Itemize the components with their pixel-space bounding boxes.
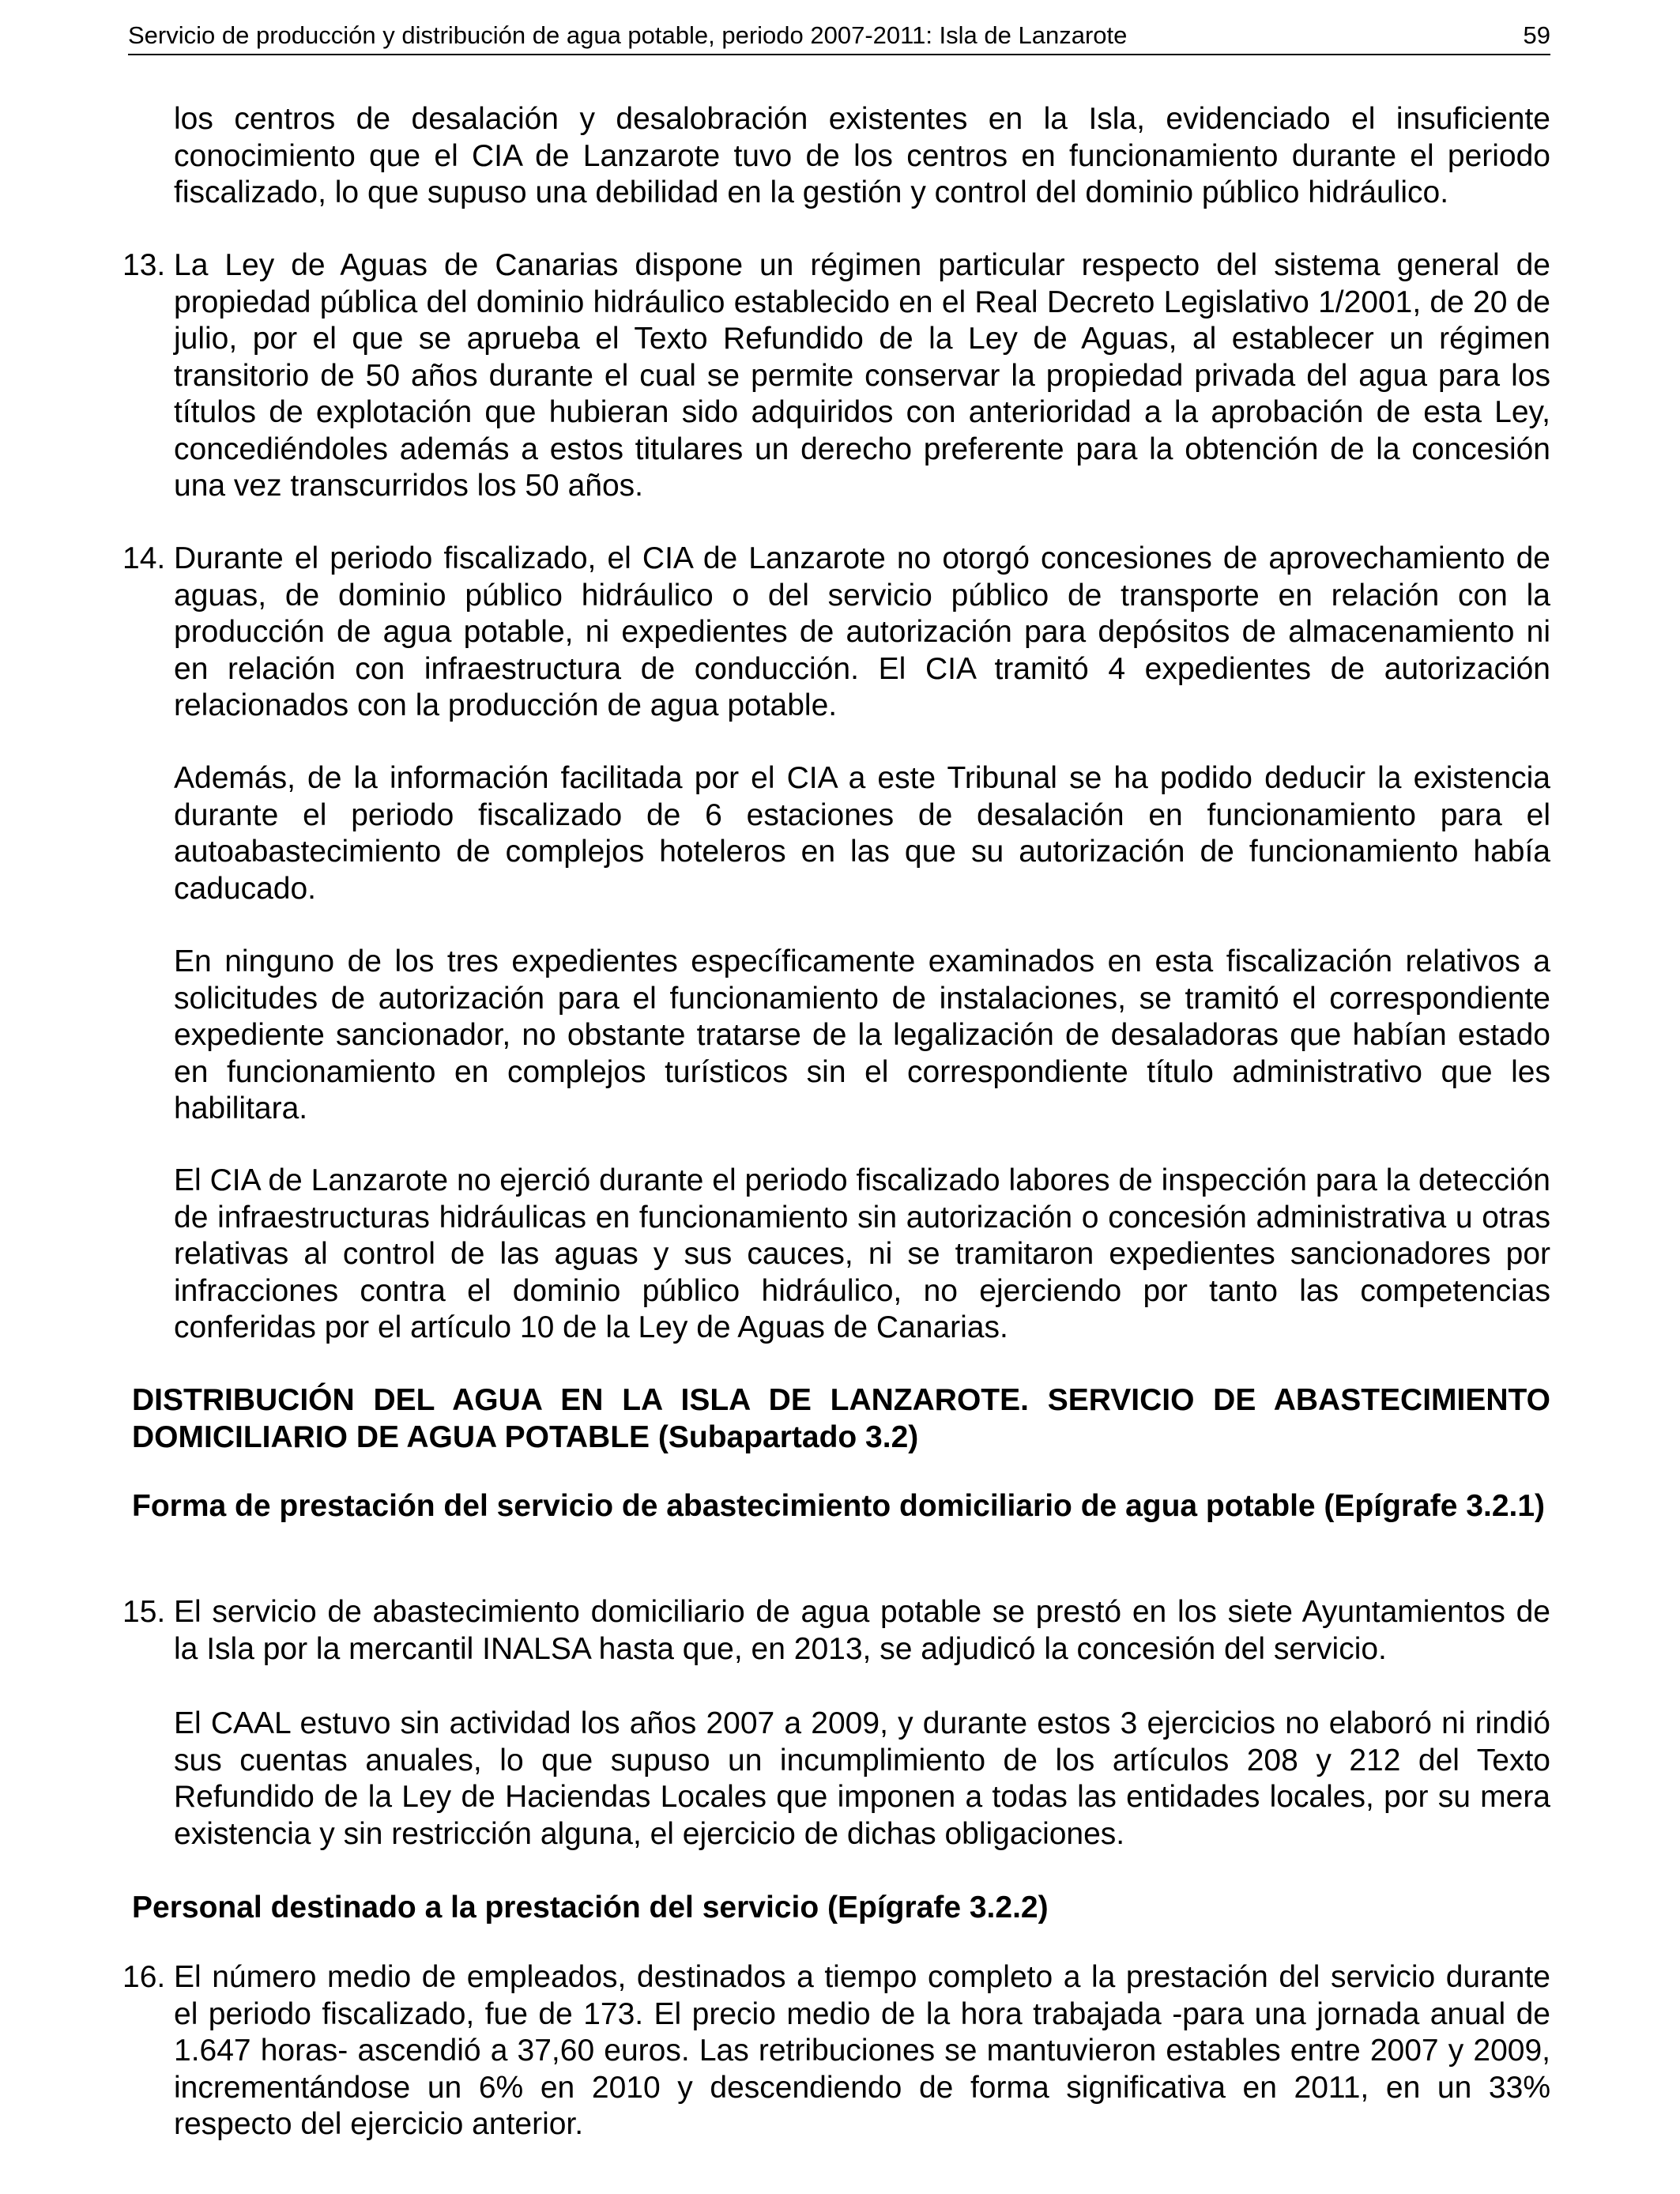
paragraph-15-part-2: El CAAL estuvo sin actividad los años 2007 a 2009, y durante estos 3 ejercicios no elaboró ni rindió sus cuentas anuales, lo que supuso un incumplimiento de los artículos 208 y 212 del Texto Refundido de la Ley de Haciendas Locales que imponen a todas las entidades locales, por su mera existencia y sin restricción alguna, el ejercicio de dichas obligaciones. [174,1706,1550,1851]
paragraph-15 [122,1594,1550,1668]
paragraph-13 [122,247,1550,505]
running-header [128,17,1550,55]
header-title: Servicio de producción y distribución de agua potable, periodo 2007-2011: Isla de Lanzarote [128,21,1128,49]
paragraph-text: La Ley de Aguas de Canarias dispone un régimen particular respecto del sistema general de propiedad pública del dominio hidráulico establecido en el Real Decreto Legislativo 1/2001, de 20 de julio, por el que se aprueba el Texto Refundido de la Ley de Aguas, al establecer un régimen transitorio de 50 años durante el cual se permite conservar la propiedad privada del agua para los títulos de explotación que hubieran sido adquiridos con anterioridad a la aprobación de esta Ley, concediéndoles además a estos titulares un derecho preferente para la obtención de la concesión una vez transcurridos los 50 años. [174,248,1550,503]
paragraph-text: Durante el periodo fiscalizado, el CIA de Lanzarote no otorgó concesiones de aprovechamiento de aguas, de dominio público hidráulico o del servicio público de transporte en relación con la producción de agua potable, ni expedientes de autorización para depósitos de almacenamiento ni en relación con infraestructura de conducción. El CIA tramitó 4 expedientes de autorización relacionados con la producción de agua potable. [174,541,1550,722]
paragraph-text: El número medio de empleados, destinados a tiempo completo a la prestación del servicio durante el periodo fiscalizado, fue de 173. El precio medio de la hora trabajada -para una jornada anual de 1.647 horas- ascendió a 37,60 euros. Las retribuciones se mantuvieron estables entre 2007 y 2009, incrementándose un 6% en 2010 y descendiendo de forma significativa en 2011, en un 33% respecto del ejercicio anterior. [174,1960,1550,2141]
paragraph-number: 15. [122,1595,166,1629]
paragraph-text: El servicio de abastecimiento domiciliario de agua potable se prestó en los siete Ayuntamientos de la Isla por la mercantil INALSA hasta que, en 2013, se adjudicó la concesión del servicio. [174,1595,1550,1666]
paragraph-14-part-3: En ninguno de los tres expedientes específicamente examinados en esta fiscalización relativos a solicitudes de autorización para el funcionamiento de instalaciones, se tramitó el correspondiente expediente sancionador, no obstante tratarse de la legalización de desaladoras que habían estado en funcionamiento en complejos turísticos sin el correspondiente título administrativo que les habilitara. [174,944,1550,1125]
subsection-heading-3-2-2: Personal destinado a la prestación del servicio (Epígrafe 3.2.2) [132,1891,1049,1924]
paragraph-number: 13. [122,248,166,282]
paragraph-number: 16. [122,1960,166,1994]
page-number: 59 [1523,21,1550,49]
subsection-heading-3-2-1: Forma de prestación del servicio de abastecimiento domiciliario de agua potable (Epígrafe 3.2.1) [132,1489,1546,1523]
paragraph-14-part-4: El CIA de Lanzarote no ejerció durante el periodo fiscalizado labores de inspección para la detección de infraestructuras hidráulicas en funcionamiento sin autorización o concesión administrativa u otras relativas al control de las aguas y sus cauces, ni se tramitaron expedientes sancionadores por infracciones contra el dominio público hidráulico, no ejerciendo por tanto las competencias conferidas por el artículo 10 de la Ley de Aguas de Canarias. [174,1163,1550,1344]
section-heading: DISTRIBUCIÓN DEL AGUA EN LA ISLA DE LANZAROTE. SERVICIO DE ABASTECIMIENTO DOMICILIARIO DE AGUA POTABLE (Subapartado 3.2) [132,1383,1550,1454]
paragraph-continuation: los centros de desalación y desalobración existentes en la Isla, evidenciado el insuficiente conocimiento que el CIA de Lanzarote tuvo de los centros en funcionamiento durante el periodo fiscalizado, lo que supuso una debilidad en la gestión y control del dominio público hidráulico. [174,102,1550,209]
paragraph-14-part-2: Además, de la información facilitada por el CIA a este Tribunal se ha podido deducir la existencia durante el periodo fiscalizado de 6 estaciones de desalación en funcionamiento para el autoabastecimiento de complejos hoteleros en las que su autorización de funcionamiento había caducado. [174,761,1550,906]
paragraph-16 [122,1959,1550,2143]
paragraph-number: 14. [122,541,166,575]
paragraph-14 [122,541,1550,725]
